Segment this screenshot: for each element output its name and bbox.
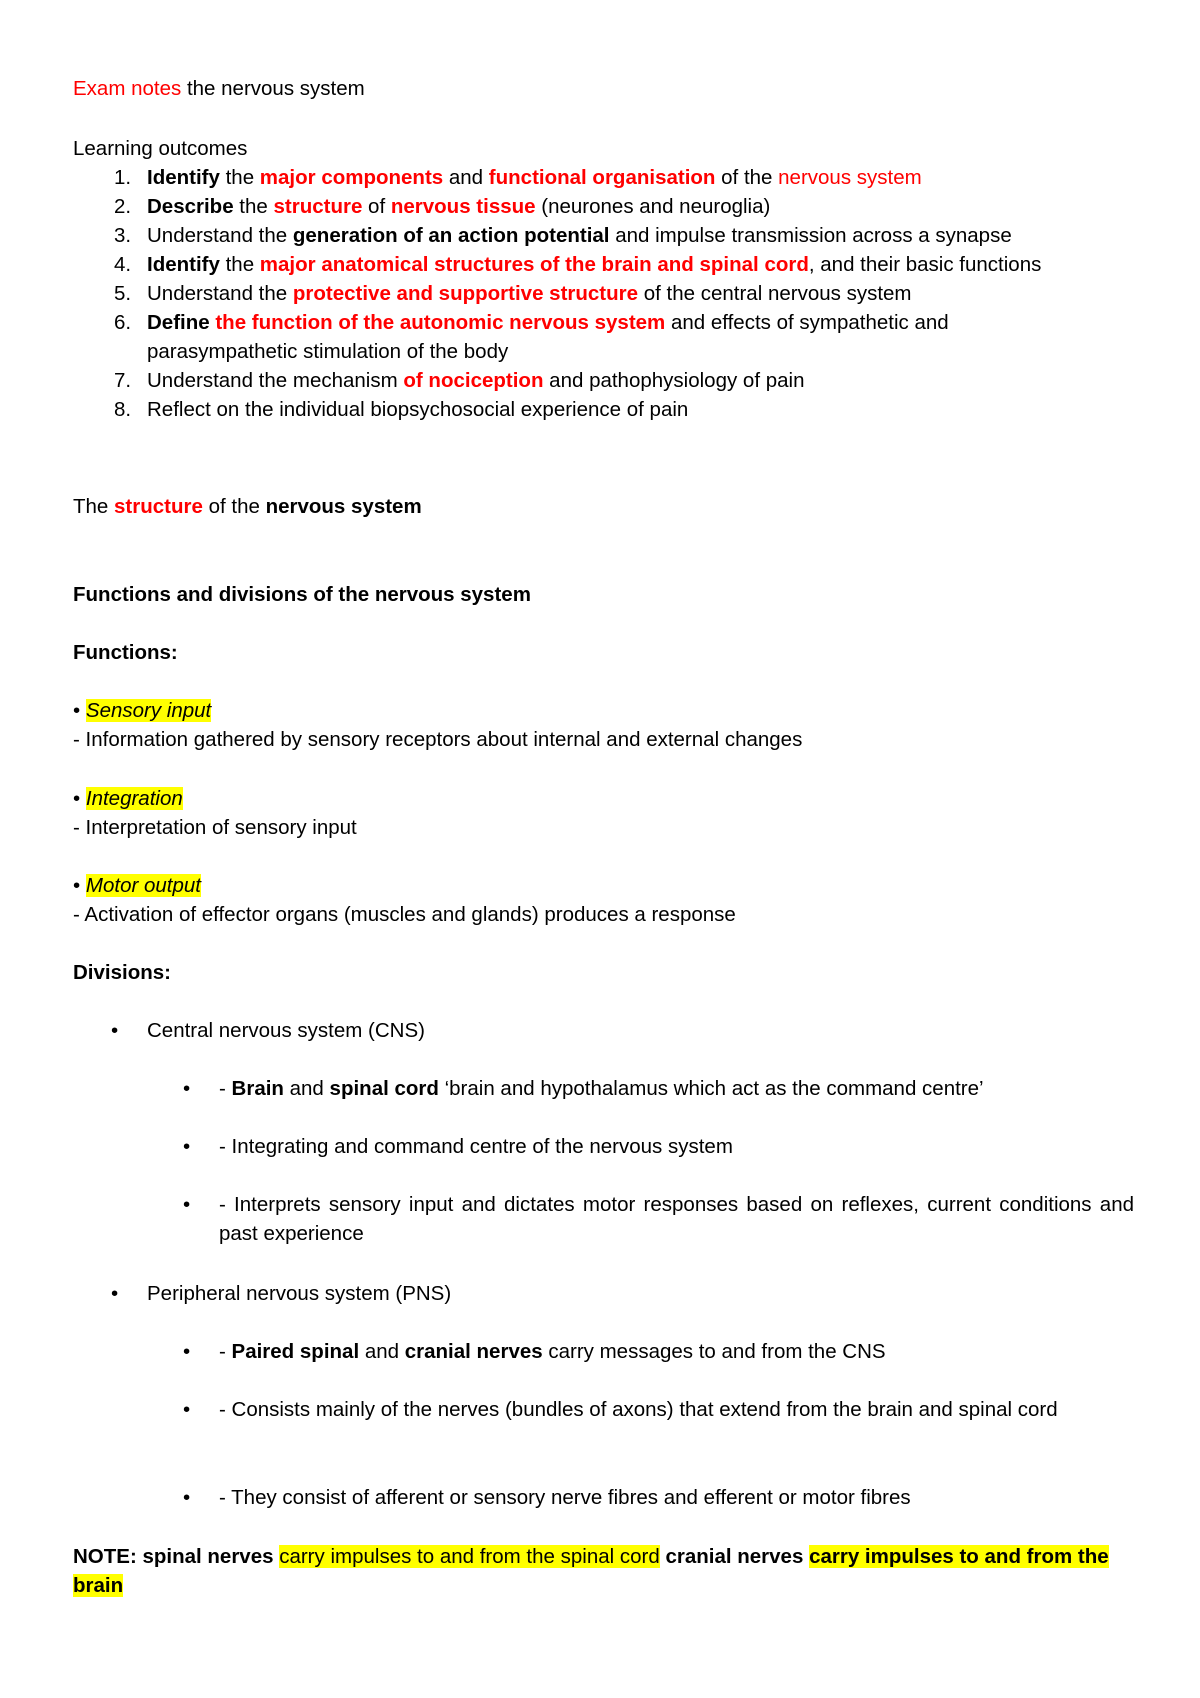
text-run: Define bbox=[147, 311, 210, 334]
text-run: and bbox=[283, 1077, 330, 1100]
list-number: 3. bbox=[114, 224, 132, 247]
text-run: , and their basic functions bbox=[808, 253, 1042, 276]
text-run: and impulse transmission across a synapse bbox=[609, 224, 1012, 247]
text-run: Brain bbox=[231, 1077, 284, 1100]
list-number: 8. bbox=[114, 398, 132, 421]
text-run: major anatomical structures of the brain and spinal cord bbox=[259, 253, 809, 276]
function-title: Motor output bbox=[85, 874, 201, 897]
learning-outcome-text bbox=[147, 395, 1117, 424]
function-item-integration bbox=[73, 784, 183, 813]
text-run: of the bbox=[715, 166, 779, 189]
list-number: 4. bbox=[114, 253, 132, 276]
sub-point-text bbox=[219, 1190, 1134, 1248]
sub-point-text bbox=[219, 1132, 733, 1161]
learning-outcomes-heading: Learning outcomes bbox=[73, 137, 248, 160]
bullet-icon: • bbox=[73, 874, 81, 897]
bullet-icon: • bbox=[183, 1398, 191, 1421]
text-run: - Consists mainly of the nerves (bundles of axons) that extend from the brain and spinal cord bbox=[219, 1398, 1058, 1421]
learning-outcome-text bbox=[147, 221, 1117, 250]
learning-outcome-text bbox=[147, 366, 1117, 395]
text-run: Identify bbox=[147, 253, 220, 276]
structure-heading-mid: of the bbox=[202, 495, 266, 518]
functions-heading: Functions: bbox=[73, 641, 178, 664]
sub-point-text bbox=[219, 1483, 911, 1512]
text-run: - bbox=[219, 1340, 232, 1363]
text-run: the bbox=[219, 253, 260, 276]
text-run: structure bbox=[273, 195, 363, 218]
document-title bbox=[73, 74, 365, 103]
sub-point-text bbox=[219, 1395, 1134, 1424]
text-run: Paired spinal bbox=[231, 1340, 360, 1363]
list-number: 5. bbox=[114, 282, 132, 305]
text-run: cranial nerves bbox=[659, 1545, 810, 1568]
learning-outcome-text bbox=[147, 163, 1117, 192]
bullet-icon: • bbox=[73, 699, 81, 722]
text-run: NOTE: spinal nerves bbox=[73, 1545, 280, 1568]
text-run: major components bbox=[259, 166, 444, 189]
structure-heading-pre: The bbox=[73, 495, 115, 518]
function-item-motor bbox=[73, 871, 201, 900]
text-run: the function of the autonomic nervous system bbox=[215, 311, 666, 334]
text-run: of bbox=[362, 195, 391, 218]
text-run: and pathophysiology of pain bbox=[543, 369, 805, 392]
text-run: Reflect on the individual biopsychosocial experience of pain bbox=[147, 398, 689, 421]
bullet-icon: • bbox=[111, 1282, 119, 1305]
text-run: protective and supportive structure bbox=[292, 282, 639, 305]
note-paragraph bbox=[73, 1542, 1123, 1600]
bullet-icon: • bbox=[183, 1193, 191, 1216]
text-run: carry impulses to and from the brain bbox=[73, 1545, 1109, 1597]
bullet-icon: • bbox=[111, 1019, 119, 1042]
text-run: - bbox=[219, 1077, 232, 1100]
text-run: Understand the bbox=[147, 282, 293, 305]
text-run: carry messages to and from the CNS bbox=[542, 1340, 886, 1363]
bullet-icon: • bbox=[73, 787, 81, 810]
function-desc: - Activation of effector organs (muscles and glands) produces a response bbox=[73, 903, 736, 926]
bullet-icon: • bbox=[183, 1486, 191, 1509]
cns-label: Central nervous system (CNS) bbox=[147, 1019, 425, 1042]
functions-divisions-heading: Functions and divisions of the nervous system bbox=[73, 583, 531, 606]
text-run: cranial nerves bbox=[404, 1340, 543, 1363]
list-number: 1. bbox=[114, 166, 132, 189]
text-run: carry impulses to and from the spinal cord bbox=[279, 1545, 660, 1568]
text-run: - Integrating and command centre of the nervous system bbox=[219, 1135, 733, 1158]
text-run: generation of an action potential bbox=[292, 224, 610, 247]
structure-heading-bold: nervous system bbox=[265, 495, 422, 518]
text-run: ‘brain and hypothalamus which act as the command centre’ bbox=[438, 1077, 984, 1100]
text-run: functional organisation bbox=[488, 166, 716, 189]
sub-point-text bbox=[219, 1337, 886, 1366]
bullet-icon: • bbox=[183, 1077, 191, 1100]
text-run: Understand the bbox=[147, 224, 293, 247]
text-run: - Interprets sensory input and dictates motor responses based on reflexes, current conditions and past experience bbox=[219, 1193, 1134, 1245]
pns-label: Peripheral nervous system (PNS) bbox=[147, 1282, 452, 1305]
function-desc: - Information gathered by sensory receptors about internal and external changes bbox=[73, 728, 803, 751]
function-desc: - Interpretation of sensory input bbox=[73, 816, 357, 839]
learning-outcome-text bbox=[147, 192, 1117, 221]
structure-heading bbox=[73, 492, 422, 521]
text-run: the bbox=[219, 166, 260, 189]
list-number: 7. bbox=[114, 369, 132, 392]
title-red-part: Exam notes bbox=[73, 77, 182, 100]
divisions-heading: Divisions: bbox=[73, 961, 171, 984]
learning-outcome-text bbox=[147, 279, 1117, 308]
structure-heading-red: structure bbox=[114, 495, 203, 518]
text-run: - They consist of afferent or sensory nerve fibres and efferent or motor fibres bbox=[219, 1486, 911, 1509]
text-run: spinal cord bbox=[329, 1077, 439, 1100]
text-run: and bbox=[359, 1340, 405, 1363]
text-run: of nociception bbox=[403, 369, 544, 392]
bullet-icon: • bbox=[183, 1135, 191, 1158]
list-number: 6. bbox=[114, 311, 132, 334]
learning-outcome-text bbox=[147, 250, 1117, 279]
text-run: Describe bbox=[147, 195, 234, 218]
text-run: Identify bbox=[147, 166, 220, 189]
text-run: and effects of sympathetic and parasympathetic stimulation of the body bbox=[147, 311, 949, 363]
text-run: of the central nervous system bbox=[638, 282, 912, 305]
text-run: the bbox=[233, 195, 274, 218]
function-item-sensory bbox=[73, 696, 211, 725]
text-run: nervous tissue bbox=[390, 195, 536, 218]
text-run: and bbox=[443, 166, 489, 189]
text-run: (neurones and neuroglia) bbox=[535, 195, 771, 218]
learning-outcome-text bbox=[147, 308, 1007, 366]
function-title: Integration bbox=[85, 787, 183, 810]
text-run: Understand the mechanism bbox=[147, 369, 404, 392]
list-number: 2. bbox=[114, 195, 132, 218]
function-title: Sensory input bbox=[85, 699, 212, 722]
title-rest: the nervous system bbox=[181, 77, 365, 100]
bullet-icon: • bbox=[183, 1340, 191, 1363]
text-run: nervous system bbox=[778, 166, 922, 189]
sub-point-text bbox=[219, 1074, 1134, 1103]
